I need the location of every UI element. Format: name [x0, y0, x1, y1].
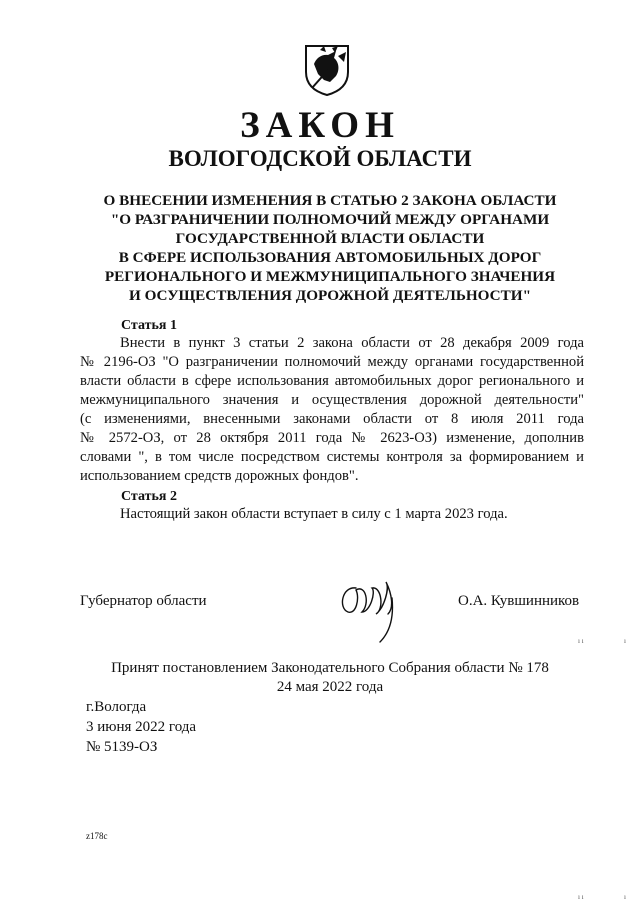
- article-1-heading: Статья 1: [121, 318, 177, 333]
- subject-line: РЕГИОНАЛЬНОГО И МЕЖМУНИЦИПАЛЬНОГО ЗНАЧЕНИЯ: [104, 268, 556, 285]
- article-1-line: власти области в сфере использования автомобильных дорог регионального и: [80, 373, 584, 389]
- article-2-body: Настоящий закон области вступает в силу с 1 марта 2023 года.: [120, 506, 508, 522]
- article-2-heading: Статья 2: [121, 489, 177, 504]
- article-1-line: использованием средств дорожных фондов".: [80, 468, 359, 484]
- governor-title: Губернатор области: [80, 593, 207, 609]
- adoption-date: 24 мая 2022 года: [276, 679, 384, 695]
- document-title: ЗАКОН: [240, 105, 400, 146]
- signature-image: [332, 568, 412, 646]
- adoption-note: [60, 659, 600, 697]
- subject-line: И ОСУЩЕСТВЛЕНИЯ ДОРОЖНОЙ ДЕЯТЕЛЬНОСТИ": [128, 287, 532, 304]
- subject-line: ГОСУДАРСТВЕННОЙ ВЛАСТИ ОБЛАСТИ: [175, 230, 485, 247]
- signing-date: 3 июня 2022 года: [86, 719, 197, 735]
- document-code: z178c: [86, 831, 108, 841]
- article-1-line: Внести в пункт 3 статьи 2 закона области от 28 декабря 2009 года: [120, 335, 584, 351]
- scan-mark: ı: [624, 893, 626, 901]
- subject-line: О ВНЕСЕНИИ ИЗМЕНЕНИЯ В СТАТЬЮ 2 ЗАКОНА ОБЛАСТИ: [103, 192, 557, 209]
- article-1-line: № 2572-ОЗ, от 28 октября 2011 года № 2623-ОЗ) изменение, дополнив: [80, 430, 584, 446]
- article-1-line: словами ", в том числе посредством системы контроля за формированием и: [80, 449, 584, 465]
- article-1-body: [80, 334, 584, 486]
- place-date-block: [86, 697, 196, 757]
- city: г.Вологда: [86, 699, 147, 715]
- coat-of-arms-icon: [302, 42, 352, 96]
- scan-mark: ı: [624, 637, 626, 645]
- subject-line: "О РАЗГРАНИЧЕНИИ ПОЛНОМОЧИЙ МЕЖДУ ОРГАНАМИ: [110, 211, 550, 228]
- scan-mark: ı ı: [578, 637, 584, 645]
- governor-name: О.А. Кувшинников: [458, 593, 580, 609]
- law-subject: [60, 191, 600, 305]
- subject-line: В СФЕРЕ ИСПОЛЬЗОВАНИЯ АВТОМОБИЛЬНЫХ ДОРОГ: [118, 249, 542, 266]
- article-1-line: (с изменениями, внесенными законами области от 8 июля 2011 года: [80, 411, 584, 427]
- adoption-line: Принят постановлением Законодательного Собрания области № 178: [111, 660, 549, 676]
- scan-mark: ı ı: [578, 893, 584, 901]
- article-1-line: межмуниципального значения и осуществления дорожной деятельности": [80, 392, 584, 408]
- article-1-line: № 2196-ОЗ "О разграничении полномочий между органами государственной: [80, 354, 584, 370]
- region-title: ВОЛОГОДСКОЙ ОБЛАСТИ: [168, 146, 472, 171]
- law-number: № 5139-ОЗ: [86, 739, 158, 755]
